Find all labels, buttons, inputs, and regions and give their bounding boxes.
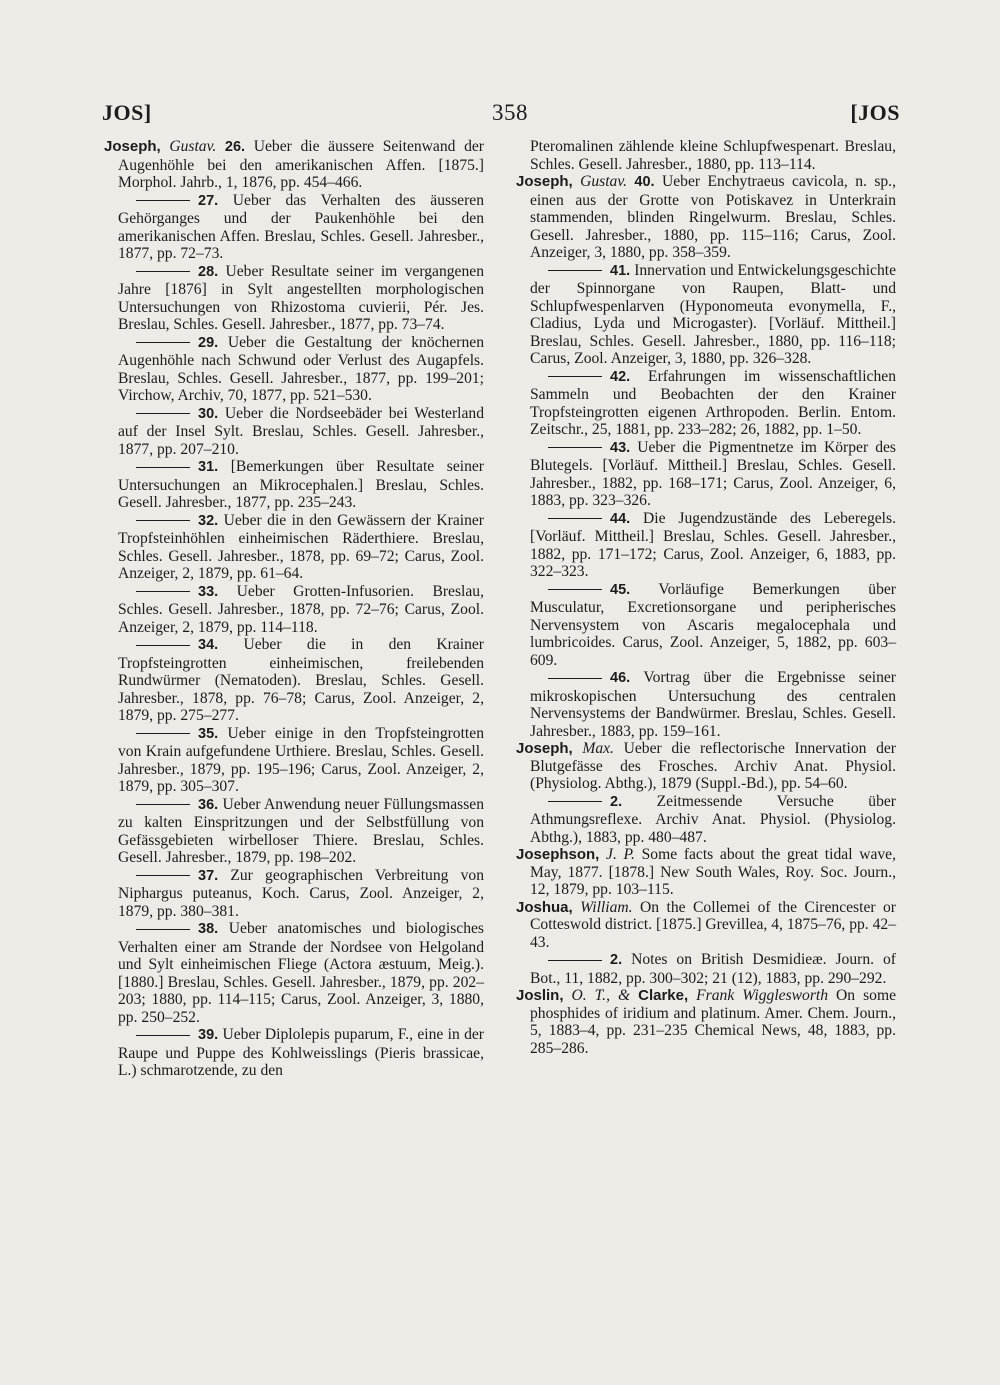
ditto-rule bbox=[136, 520, 190, 521]
ditto-rule bbox=[136, 271, 190, 272]
entry-text: Ueber Diplolepis puparum, F., eine in der Raupe und Puppe des Kohlweisslings (Pieris brassicae, L.) schmarotzende, zu den bbox=[118, 1026, 484, 1079]
entry-number: 45. bbox=[610, 581, 631, 598]
ditto-rule bbox=[136, 342, 190, 343]
entry-text: Ueber die in den Gewässern der Krainer Tropfsteinhöhlen einheimischen Räderthiere. Breslau, Schles. Gesell. Jahresber., 1878, pp. 69–72; Carus, Zool. Anzeiger, 2, 1879, pp. 61–64. bbox=[118, 511, 484, 582]
bibliography-entry bbox=[104, 1026, 484, 1080]
bibliography-entry bbox=[104, 867, 484, 921]
bibliography-entry bbox=[516, 173, 896, 262]
bibliography-entry bbox=[104, 458, 484, 512]
bibliography-entry bbox=[104, 636, 484, 725]
bibliography-entry bbox=[516, 510, 896, 581]
bibliography-entry bbox=[104, 405, 484, 459]
author-given-name: O. T., & bbox=[571, 987, 639, 1004]
entry-number: 2. bbox=[610, 952, 623, 968]
bibliography-entry bbox=[104, 725, 484, 796]
bibliography-entry bbox=[104, 263, 484, 334]
entry-text: Ueber die Gestaltung der knöchernen Augenhöhle nach Schwund oder Verlust des Augapfels. Breslau, Schles. Gesell. Jahresber., 1877, pp. 199–201; Virchow, Archiv, 70, 1877, pp. 521–530. bbox=[118, 333, 484, 404]
ditto-rule bbox=[548, 678, 602, 679]
entry-number: 46. bbox=[610, 670, 631, 686]
entry-text: Notes on British Desmidieæ. Journ. of Bot., 11, 1882, pp. 300–302; 21 (12), 1883, pp. 290–292. bbox=[530, 951, 896, 987]
ditto-rule bbox=[548, 518, 602, 519]
entry-text: Some facts about the great tidal wave, May, 1877. [1878.] New South Wales, Roy. Soc. Journ., 12, 1879, pp. 103–115. bbox=[530, 846, 896, 898]
bibliography-entry bbox=[104, 192, 484, 263]
entry-number: 38. bbox=[198, 921, 219, 937]
bibliography-entry bbox=[104, 334, 484, 405]
author-given-name: William. bbox=[580, 898, 633, 916]
entry-text: Ueber die in den Krainer Tropfsteingrotten einheimischen, freilebenden Rundwürmer (Nematoden). Breslau, Schles. Gesell. Jahresber., 1878, pp. 76–78; Carus, Zool. Anzeiger, 2, 1879, pp. 275–277. bbox=[118, 636, 484, 724]
author-given-name: Max. bbox=[582, 740, 614, 757]
bibliography-entry bbox=[516, 951, 896, 987]
entry-number: 41. bbox=[610, 262, 631, 279]
entry-number: 27. bbox=[198, 192, 219, 209]
entry-text: Ueber die reflectorische Innervation der Blutgefässe des Frosches. Archiv Anat. Physiol. (Physiolog. Abthg.), 1879 (Suppl.-Bd.), pp. 54–60. bbox=[530, 740, 896, 792]
ditto-rule bbox=[136, 1035, 190, 1036]
entry-text: Ueber die Pigmentnetze im Körper des Blutegels. [Vorläuf. Mittheil.] Breslau, Schles. Gesell. Jahresber., 1882, pp. 168–171; Carus, Zool. Anzeiger, 6, 1883, pp. 323–326. bbox=[530, 438, 896, 509]
bibliography-entry bbox=[516, 899, 896, 952]
author-name: Josephson, bbox=[516, 846, 600, 863]
ditto-rule bbox=[136, 591, 190, 592]
author-name: Joshua, bbox=[516, 898, 573, 916]
bibliography-entry bbox=[516, 669, 896, 740]
entry-text: [Bemerkungen über Resultate seiner Untersuchungen an Mikrocephalen.] Breslau, Schles. Gesell. Jahresber., 1877, pp. 235–243. bbox=[118, 458, 484, 511]
page-number: 358 bbox=[492, 100, 528, 125]
entry-number: 28. bbox=[198, 263, 219, 280]
bibliography-entry bbox=[104, 138, 484, 192]
ditto-rule bbox=[548, 960, 602, 961]
entry-text: Ueber Grotten-Infusorien. Breslau, Schles. Gesell. Jahresber., 1878, pp. 72–76; Carus, Zool. Anzeiger, 2, 1879, pp. 114–118. bbox=[118, 582, 484, 636]
author-name: Clarke, bbox=[638, 987, 689, 1004]
entry-number: 29. bbox=[198, 334, 219, 351]
bibliography-entry bbox=[516, 368, 896, 439]
entry-text: Ueber das Verhalten des äusseren Gehörganges und der Paukenhöhle bei den amerikanischen Affen. Breslau, Schles. Gesell. Jahresber., 1877, pp. 72–73. bbox=[118, 191, 484, 262]
running-head-right: [JOS bbox=[850, 100, 900, 125]
entry-number: 40. bbox=[634, 174, 655, 190]
bibliography-entry bbox=[516, 581, 896, 670]
ditto-rule bbox=[136, 200, 190, 201]
ditto-rule bbox=[136, 733, 190, 734]
running-head-left: JOS] bbox=[102, 100, 152, 125]
entry-text: Ueber einige in den Tropfsteingrotten von Krain aufgefundene Urthiere. Breslau, Schles. Gesell. Jahresber., 1879, pp. 195–196; Carus, Zool. Anzeiger, 2, 1879, pp. 305–307. bbox=[118, 724, 484, 795]
entry-text: Zur geographischen Verbreitung von Niphargus puteanus, Koch. Carus, Zool. Anzeiger, 2, 1879, pp. 380–381. bbox=[118, 866, 484, 920]
author-given-name: Gustav. bbox=[169, 138, 217, 155]
ditto-rule bbox=[136, 413, 190, 414]
entry-number: 30. bbox=[198, 405, 219, 422]
entry-number: 36. bbox=[198, 796, 219, 813]
entry-text: Ueber anatomisches und biologisches Verhalten einer am Strande der Nordsee von Helgoland und Sylt einheimischen Fliege (Actora æstuum, Meig.). [1880.] Breslau, Schles. Gesell. Jahresber., 1879, pp. 202–203; 1880, pp. 114–115; Carus, Zool. Anzeiger, 3, 1880, pp. 250–252. bbox=[118, 920, 484, 1026]
entry-number: 39. bbox=[198, 1027, 219, 1043]
entry-number: 43. bbox=[610, 439, 631, 456]
author-given-name: J. P. bbox=[606, 846, 635, 863]
ditto-rule bbox=[548, 376, 602, 377]
bibliography-entry bbox=[516, 262, 896, 368]
entry-text: On the Collemei of the Cirencester or Cotteswold district. [1875.] Grevillea, 4, 1875–76, pp. 42–43. bbox=[530, 898, 896, 951]
ditto-rule bbox=[136, 467, 190, 468]
bibliography-entry bbox=[516, 793, 896, 847]
entry-number: 44. bbox=[610, 510, 631, 527]
entry-number: 33. bbox=[198, 583, 219, 600]
ditto-rule bbox=[548, 801, 602, 802]
author-name: Joslin, bbox=[516, 987, 564, 1004]
entry-text: Die Jugendzustände des Leberegels. [Vorläuf. Mittheil.] Breslau, Schles. Gesell. Jahresber., 1882, pp. 171–172; Carus, Zool. Anzeiger, 6, 1883, pp. 322–323. bbox=[530, 509, 896, 580]
bibliography-entry bbox=[516, 138, 896, 173]
entry-text: Innervation und Entwickelungsgeschichte der Spinnorgane von Raupen, Blatt- und Schlupfwespenlarven (Hyponomeuta evonymella, F., Cladius, Lyda und Microgaster). [Vorläuf. Mittheil.] Breslau, Schles. Gesell. Jahresber., 1880, pp. 116–118; Carus, Zool. Anzeiger, 3, 1880, pp. 326–328. bbox=[530, 261, 896, 367]
bibliography-entry bbox=[104, 583, 484, 637]
ditto-rule bbox=[136, 804, 190, 805]
entry-text: Vortrag über die Ergebnisse seiner mikroskopischen Untersuchung des centralen Nervensystems der Bandwürmer. Breslau, Schles. Gesell. Jahresber., 1883, pp. 159–161. bbox=[530, 669, 896, 740]
entry-text: Zeitmessende Versuche über Athmungsreflexe. Archiv Anat. Physiol. (Physiolog. Abthg.), 1883, pp. 480–487. bbox=[530, 792, 896, 846]
entry-text: Ueber Enchytraeus cavicola, n. sp., einen aus der Grotte von Potiskavez in Unterkrain stammenden, blinden Ringelwurm. Breslau, Schles. Gesell. Jahresber., 1880, pp. 115–116; Carus, Zool. Anzeiger, 3, 1880, pp. 358–359. bbox=[530, 173, 896, 261]
bibliography-entry bbox=[516, 846, 896, 899]
ditto-rule bbox=[136, 875, 190, 876]
entry-number: 2. bbox=[610, 793, 623, 810]
entry-text: Ueber die äussere Seitenwand der Augenhöhle bei den amerikanischen Affen. [1875.] Morphol. Jahrb., 1, 1876, pp. 454–466. bbox=[118, 138, 485, 191]
ditto-rule bbox=[548, 270, 602, 271]
bibliography-entry bbox=[104, 512, 484, 583]
entry-text: Ueber Anwendung neuer Füllungsmassen zu kalten Einspritzungen und der Selbstfüllung von Gefässgebieten wirbelloser Thiere. Breslau, Schles. Gesell. Jahresber., 1879, pp. 198–202. bbox=[118, 795, 484, 866]
entry-number: 31. bbox=[198, 459, 219, 475]
bibliography-entry bbox=[516, 740, 896, 793]
left-column bbox=[104, 138, 484, 1080]
author-given-name: Frank Wigglesworth bbox=[696, 987, 829, 1004]
entry-number: 42. bbox=[610, 368, 631, 385]
ditto-rule bbox=[548, 447, 602, 448]
author-name: Joseph, bbox=[516, 173, 573, 190]
ditto-rule bbox=[548, 589, 602, 590]
right-column bbox=[516, 138, 896, 1057]
author-given-name: Gustav. bbox=[580, 173, 628, 190]
bibliography-entry bbox=[516, 987, 896, 1057]
entry-number: 35. bbox=[198, 725, 219, 742]
entry-text: Erfahrungen im wissenschaftlichen Sammeln und Beobachten der den Krainer Tropfsteingrotten eigenen Arthropoden. Berlin. Entom. Zeitschr., 25, 1881, pp. 233–282; 26, 1882, pp. 1–50. bbox=[530, 367, 896, 438]
entry-number: 26. bbox=[224, 139, 246, 155]
author-name: Joseph, bbox=[104, 138, 161, 155]
author-name: Joseph, bbox=[516, 740, 573, 757]
bibliography-entry bbox=[104, 920, 484, 1026]
entry-number: 34. bbox=[198, 637, 219, 653]
entry-text: On some phosphides of iridium and platinum. Amer. Chem. Journ., 5, 1883–4, pp. 231–235 Chemical News, 48, 1883, pp. 285–286. bbox=[530, 987, 897, 1057]
entry-text: Pteromalinen zählende kleine Schlupfwespenart. Breslau, Schles. Gesell. Jahresber., 1880, pp. 113–114. bbox=[530, 138, 896, 173]
entry-text: Ueber Resultate seiner im vergangenen Jahre [1876] in Sylt angestellten morphologischen Untersuchungen von Rhizostoma cuvierii, Pér. Jes. Breslau, Schles. Gesell. Jahresber., 1877, pp. 73–74. bbox=[118, 262, 484, 333]
ditto-rule bbox=[136, 645, 190, 646]
ditto-rule bbox=[136, 929, 190, 930]
bibliography-entry bbox=[516, 439, 896, 510]
entry-text: Vorläufige Bemerkungen über Musculatur, Excretionsorgane und peripherisches Nervensystem von Ascaris megalocephala und lumbricoides. Carus, Zool. Anzeiger, 5, 1882, pp. 603–609. bbox=[530, 580, 896, 669]
entry-text: Ueber die Nordseebäder bei Westerland auf der Insel Sylt. Breslau, Schles. Gesell. Jahresber., 1877, pp. 207–210. bbox=[118, 404, 484, 458]
entry-number: 37. bbox=[198, 867, 219, 884]
entry-number: 32. bbox=[198, 512, 219, 529]
bibliography-entry bbox=[104, 796, 484, 867]
